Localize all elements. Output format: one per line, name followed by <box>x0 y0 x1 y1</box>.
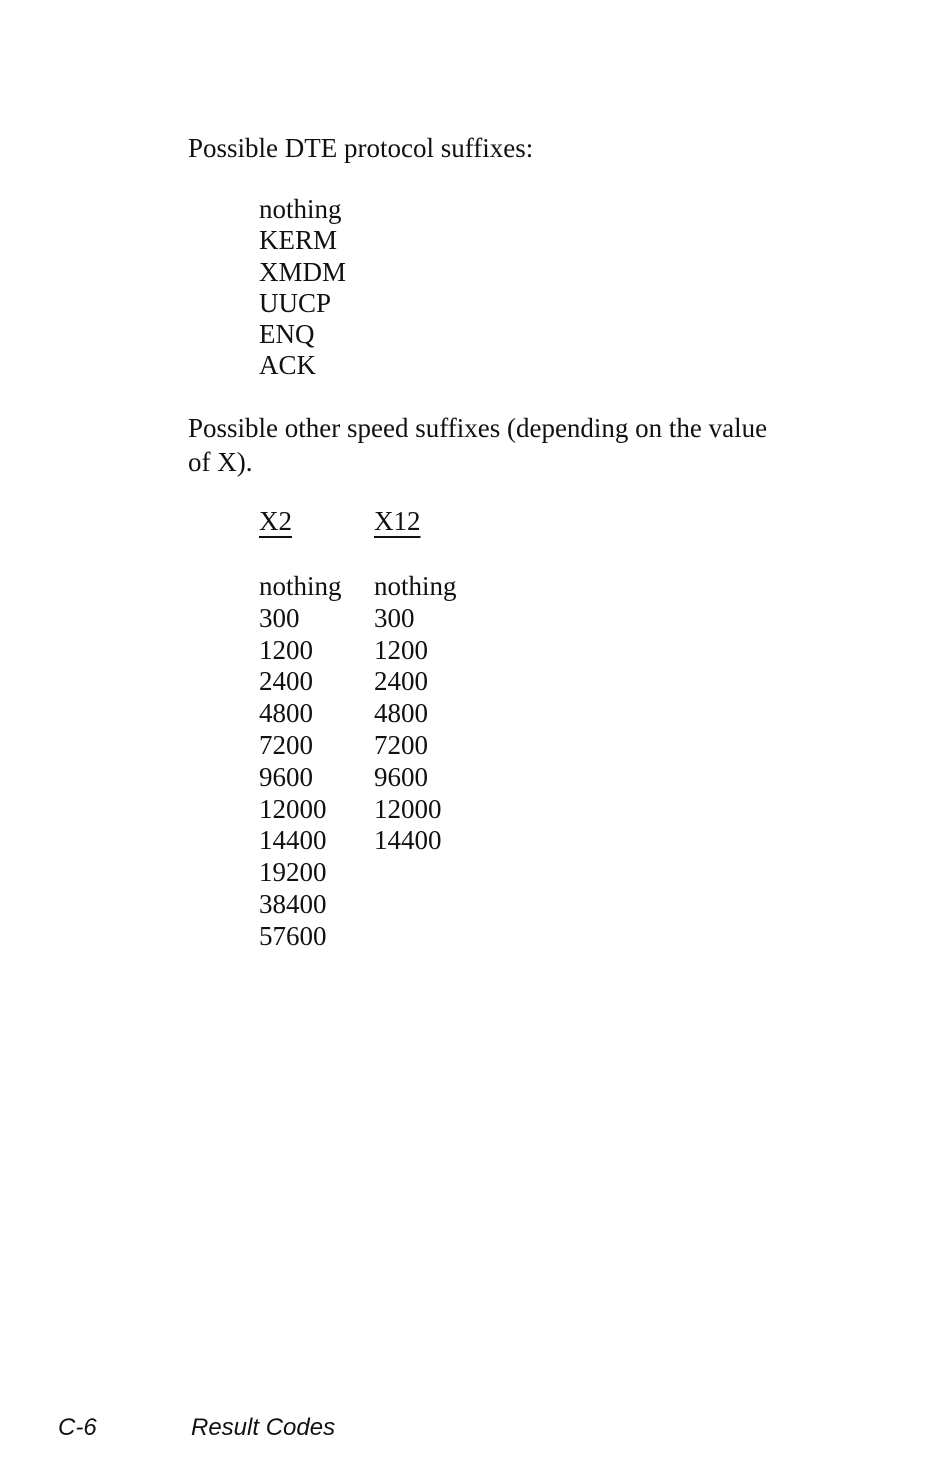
x12-column <box>374 506 457 857</box>
list-item: 38400 <box>259 888 327 919</box>
list-item: 300 <box>374 602 415 633</box>
list-item: 300 <box>259 602 300 633</box>
list-item: 9600 <box>259 761 313 792</box>
x12-column-header: X12 <box>374 506 421 536</box>
list-item: nothing <box>259 571 342 601</box>
x2-column-header: X2 <box>259 506 292 536</box>
x2-value-list <box>259 571 342 953</box>
list-item: 9600 <box>374 761 428 792</box>
x2-column <box>259 506 342 953</box>
list-item: 14400 <box>374 825 442 856</box>
speed-suffix-heading: Possible other speed suffixes (depending on the value of X). <box>188 413 768 477</box>
page-number: C-6 <box>58 1414 97 1441</box>
list-item: 4800 <box>374 698 428 729</box>
list-item: nothing <box>374 571 457 601</box>
list-item: nothing <box>259 194 342 224</box>
dte-protocol-heading: Possible DTE protocol suffixes: <box>188 133 534 163</box>
list-item: 14400 <box>259 825 327 856</box>
list-item: ACK <box>259 350 317 381</box>
list-item: 19200 <box>259 857 327 888</box>
list-item: ENQ <box>259 319 315 350</box>
dte-protocol-suffix-list <box>259 194 346 382</box>
list-item: 12000 <box>259 793 327 824</box>
list-item: 2400 <box>374 666 428 697</box>
list-item: 57600 <box>259 920 327 951</box>
list-item: XMDM <box>259 256 347 287</box>
list-item: 4800 <box>259 698 313 729</box>
list-item: 1200 <box>259 634 313 665</box>
list-item: 2400 <box>259 666 313 697</box>
x12-value-list <box>374 571 457 857</box>
list-item: 12000 <box>374 793 442 824</box>
list-item: KERM <box>259 225 338 256</box>
footer-section-title: Result Codes <box>191 1414 336 1441</box>
list-item: 7200 <box>259 729 313 760</box>
list-item: 7200 <box>374 729 428 760</box>
list-item: UUCP <box>259 287 332 318</box>
list-item: 1200 <box>374 634 428 665</box>
